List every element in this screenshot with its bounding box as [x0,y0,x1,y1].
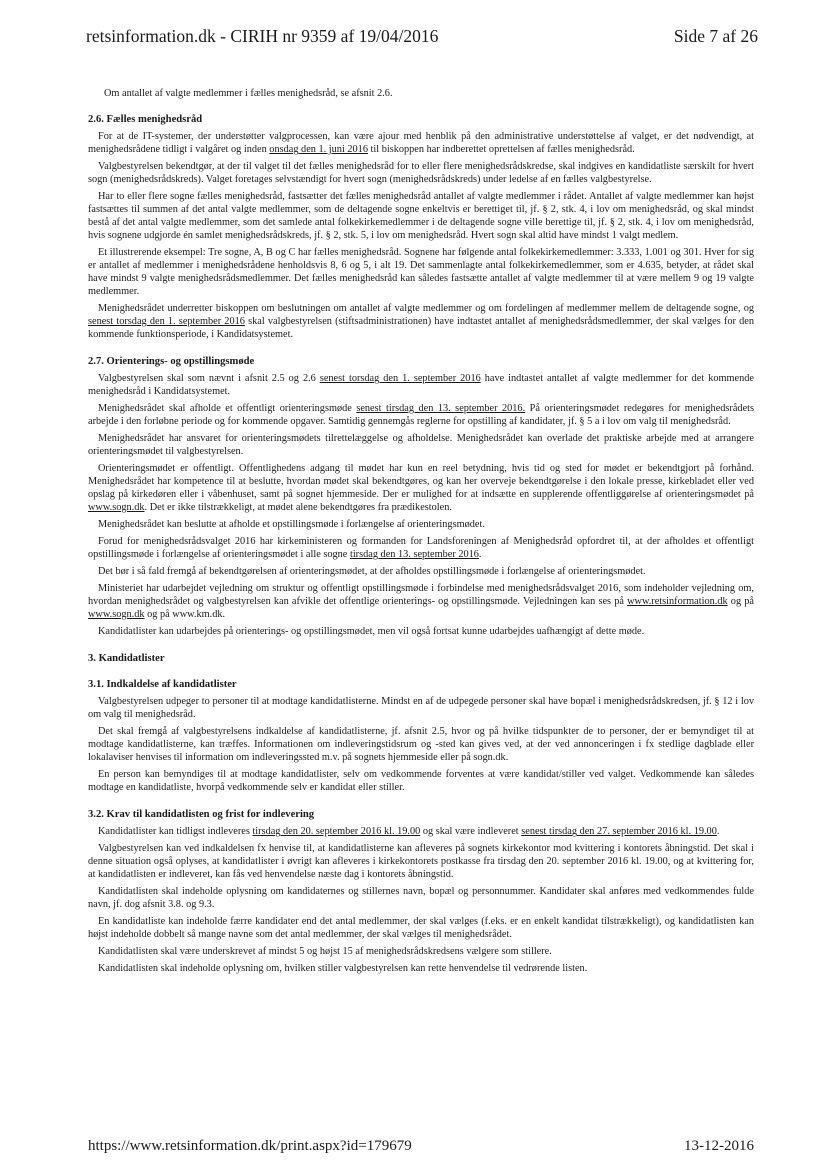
paragraph: Kandidatlister kan tidligst indleveres tirsdag den 20. september 2016 kl. 19.00 og skal være indleveret senest tirsdag den 27. september 2016 kl. 19.00. [98,826,720,838]
deadline-date: senest tirsdag den 27. september 2016 kl. 19.00 [521,826,717,838]
deadline-date: senest torsdag den 1. september 2016 [88,315,245,327]
paragraph: Kandidatlisten skal være underskrevet af mindst 5 og højst 15 af menighedsrådskredsens vælgere som stillere. [98,946,552,958]
footer-date: 13-12-2016 [684,1138,754,1154]
deadline-date: tirsdag den 13. september 2016 [349,548,479,560]
paragraph: Valgbestyrelsen bekendtgør, at der til valget til det fælles menighedsråd for to eller flere menighedsrådskredse, skal indgives en kandidatliste særskilt for hvert sogn (menighedsrådskreds). Valget foretages selvstændigt for hvert sogn (menighedsrådskreds) under ledelse af en fælles valgbestyrelse. [88,161,754,186]
paragraph: Kandidatlisten skal indeholde oplysning om kandidaternes og stillernes navn, bopæl og personnummer. Kandidater skal anføres med vedkommendes fulde navn, jf. dog afsnit 3.8. og 9.3. [88,886,754,911]
paragraph: Orienteringsmødet er offentligt. Offentlighedens adgang til mødet har kun en reel betydning, hvis tid og sted for mødet er bekendtgjort på forhånd. Menighedsrådet har kompetence til at beslutte, hvordan mødet skal bekendtgøres, og kan her overveje bekendtgørelse i den lokale presse, kirkebladet eller ved opslag på kirkedøren eller i våbenhuset, samt på sognet hjemmeside. Der er mulighed for at indsætte en supplerende offentliggørelse af orienteringsmødet på www.sogn.dk. Det er ikke tilstrækkeligt, at mødet alene bekendtgøres fra prædikestolen. [88,463,754,513]
section-heading-2-7: 2.7. Orienterings- og opstillingsmøde [88,355,255,367]
section-heading-2-6: 2.6. Fælles menighedsråd [88,113,203,125]
paragraph: Kandidatlister kan udarbejdes på orienterings- og opstillingsmødet, men vil også fortsat kunne udarbejdes uafhængigt af dette møde. [98,625,645,637]
deadline-date: senest torsdag den 1. september 2016 [319,373,481,385]
paragraph: Det skal fremgå af valgbestyrelsens indkaldelse af kandidatlisterne, jf. afsnit 2.5, hvor og på hvilke tidspunkter de to personer, der er bemyndiget til at modtage kandidatlisterne, kan træffes. Informationen om indleveringstidsrum og -sted kan gives ved, at der ved annonceringen i fx stedlige dagblade eller lokalaviser henvises til information om indleveringssted m.v. på sognets hjemmeside eller på sogn.dk. [88,726,754,764]
page-number: Side 7 af 26 [673,26,758,46]
paragraph: Valgbestyrelsen skal som nævnt i afsnit 2.5 og 2.6 senest torsdag den 1. september 2016 have indtastet antallet af valgte medlemmer for det kommende menighedsråd i Kandidatsystemet. [88,373,754,398]
section-heading-3: 3. Kandidatlister [88,652,165,664]
intro-paragraph: Om antallet af valgte medlemmer i fælles menighedsråd, se afsnit 2.6. [104,88,393,99]
paragraph: En kandidatliste kan indeholde færre kandidater end det antal medlemmer, der skal vælges (f.eks. er en enkelt kandidat tilstrækkeligt), og kandidatlisten kan højst indeholde dobbelt så mange navne som det antal medlemmer, der skal vælges til menighedsrådet. [88,916,754,941]
section-heading-3-2: 3.2. Krav til kandidatlisten og frist for indlevering [88,809,315,821]
paragraph: Det bør i så fald fremgå af bekendtgørelsen af orienteringsmødet, at der afholdes opstillingsmøde i forlængelse af orienteringsmødet. [98,565,646,577]
paragraph: Har to eller flere sogne fælles menighedsråd, fastsætter det fælles menighedsråd antallet af valgte medlemmer i rådet. Antallet af valgte medlemmer kan højst fastsættes til summen af det antal valgte medlemmer, som de deltagende sogne enkeltvis er berettiget til, jf. § 2, stk. 4, i lov om menighedsråd, og skal mindst bestå af det antal valgte medlemmer, som det samlede antal folkekirkemedlemmer i de deltagende sogne ville berettige til, jf. § 2, stk. 4, i lov om menighedsråd, hvis sognene udgjorde én samlet menighedsrådskreds, jf. § 2, stk. 5, i lov om menighedsråd. Hvert sogn skal altid have mindst 1 valgt medlem. [88,191,754,242]
paragraph: Valgbestyrelsen udpeger to personer til at modtage kandidatlisterne. Mindst en af de udpegede personer skal have bopæl i menighedsrådskredsen, jf. § 12 i lov om valg til menighedsråd. [88,696,754,721]
document-header-title: retsinformation.dk - CIRIH nr 9359 af 19/04/2016 [86,26,439,46]
paragraph: Menighedsrådet skal afholde et offentligt orienteringsmøde senest tirsdag den 13. september 2016. På orienteringsmødet redegøres for menighedsrådets arbejde i den forløbne periode og for kommende opgaver. Samtidig gennemgås reglerne for opstilling af kandidater, jf. § 5 a i lov om valg til menighedsråd. [88,403,755,428]
paragraph: Et illustrerende eksempel: Tre sogne, A, B og C har fælles menighedsråd. Sognene har følgende antal folkekirkemedlemmer: 3.333, 1.001 og 301. Hver for sig er antallet af medlemmer i menighedsrådene henholdsvis 8, 6 og 5, i alt 19. Det sammenlagte antal folkekirkemedlemmer, som er 4.635, betyder, at rådet skal have mindst 9 valgte menighedsrådsmedlemmer. Det fælles menighedsråd kan således fastsætte antallet af valgte medlemmer til at være mellem 9 og 19 valgte medlemmer. [88,247,754,297]
paragraph: En person kan bemyndiges til at modtage kandidatlister, selv om vedkommende forventes at være kandidat/stiller ved valget. Vedkommende kan således modtage en kandidatliste, hvorpå vedkommende selv er kandidat eller stiller. [88,769,754,794]
sogn-link[interactable]: www.sogn.dk [88,501,145,513]
section-heading-3-1: 3.1. Indkaldelse af kandidatlister [88,678,237,690]
paragraph: Menighedsrådet har ansvaret for orienteringsmødets tilrettelæggelse og afholdelse. Menighedsrådet kan overlade det praktiske arbejde med at arrangere orienteringsmødet til valgbestyrelsen. [88,433,754,458]
paragraph: Kandidatlisten skal indeholde oplysning om, hvilken stiller valgbestyrelsen kan rette henvendelse til vedrørende listen. [98,963,588,975]
deadline-date: senest tirsdag den 13. september 2016. [356,403,526,415]
paragraph: Forud for menighedsrådsvalget 2016 har kirkeministeren og formanden for Landsforeningen af Menighedsråd opfordret til, at der afholdes et offentligt opstillingsmøde i forlængelse af orienteringsmødet i alle sogne tirsdag den 13. september 2016. [88,535,754,560]
deadline-date: tirsdag den 20. september 2016 kl. 19.00 [252,826,421,838]
document-body [88,88,754,980]
retsinformation-link[interactable]: www.retsinformation.dk [627,595,728,607]
paragraph: Ministeriet har udarbejdet vejledning om struktur og offentligt opstillingsmøde i forbindelse med menighedsrådsvalget 2016, som indeholder vejledning om, hvordan menighedsrådet og valgbestyrelsen kan afvikle det offentlige orienterings- og opstillingsmøde. Vejledningen kan ses på www.retsinformation.dk og på www.sogn.dk og på www.km.dk. [88,582,754,620]
paragraph: Valgbestyrelsen kan ved indkaldelsen fx henvise til, at kandidatlisterne kan afleveres på sognets kirkekontor mod kvittering i kontorets åbningstid. Det skal i denne situation også oplyses, at kandidatlister i øvrigt kan afleveres i kirkekontorets postkasse fra tirsdag den 20. september 2016 kl. 19.00, og at kvittering for, at kandidatlisten er indleveret, kan fås ved henvendelse næste dag i kontorets åbningstid. [88,843,754,881]
paragraph: Menighedsrådet kan beslutte at afholde et opstillingsmøde i forlængelse af orienteringsmødet. [98,518,485,530]
footer-url: https://www.retsinformation.dk/print.aspx?id=179679 [88,1138,412,1154]
sogn-link[interactable]: www.sogn.dk [88,608,145,620]
paragraph: For at de IT-systemer, der understøtter valgprocessen, kan være ajour med henblik på den administrative understøttelse af valget, er det nødvendigt, at menighedsrådene tidligt i valgåret og inden onsdag den 1. juni 2016 til biskoppen har indberettet oprettelsen af fælles menighedsråd. [88,131,754,156]
deadline-date: onsdag den 1. juni 2016 [269,144,368,156]
paragraph: Menighedsrådet underretter biskoppen om beslutningen om antallet af valgte medlemmer og om fordelingen af medlemmer mellem de deltagende sogne, og senest torsdag den 1. september 2016 skal valgbestyrelsen (stiftsadministrationen) have indtastet antallet af menighedsrådsmedlemmer, der skal vælges for den kommende funktionsperiode, i Kandidatsystemet. [88,302,754,340]
